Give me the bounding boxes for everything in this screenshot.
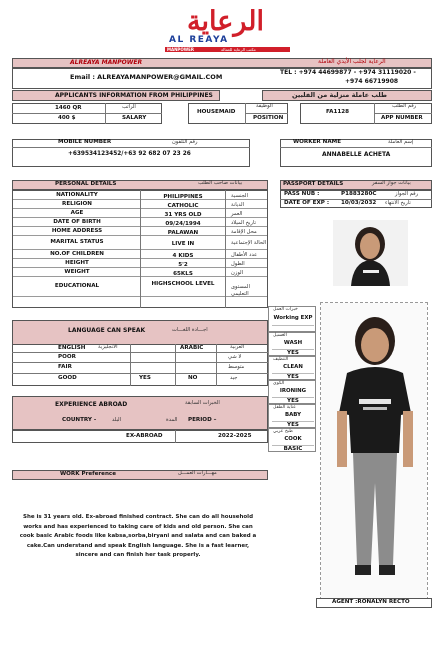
salary-usd: 400 $ <box>58 115 76 121</box>
logo-tag: MANPOWER <box>167 47 194 52</box>
language-title-arabic: اجـــادة اللغـــات <box>172 327 208 333</box>
skill-label-arabic: الكوي <box>273 381 285 386</box>
skill-label: BABY <box>285 412 301 418</box>
logo-arabic-text: الرعاية <box>187 6 264 37</box>
experience-title-arabic: الخبرات السابقة <box>185 400 220 406</box>
skill-label-arabic: طبخ عربي <box>273 429 293 434</box>
banner-arabic: طلب عاملة منزلية من الفلبين <box>292 91 387 99</box>
personal-row-label: NATIONALITY <box>56 191 98 198</box>
worker-name-label-arabic: إسم العاملة <box>388 139 414 145</box>
personal-row-value: HIGHSCHOOL LEVEL <box>151 281 215 287</box>
personal-row-label: AGE <box>70 209 84 216</box>
skill-label-arabic: عناية الطفل <box>273 405 296 410</box>
personal-row-value: 4 KIDS <box>172 252 194 259</box>
salary-label-arabic: الراتب <box>122 104 136 110</box>
skill-label: IRONING <box>279 388 307 394</box>
personal-row-label: HEIGHT <box>65 259 89 266</box>
personal-details-title-arabic: بيانات صاحب الطلب <box>198 180 243 186</box>
experience-period-label-arabic: المدة <box>166 417 178 423</box>
worker-name-label: WORKER NAME <box>293 139 342 145</box>
personal-row-label-arabic: محل الإقامة <box>231 228 257 235</box>
personal-row-value: 09/24/1994 <box>165 220 201 227</box>
position-label-arabic: الوظيفة <box>256 103 273 109</box>
personal-row-label-arabic: عدد الأطفال <box>231 251 258 258</box>
skill-label: Working EXP <box>273 315 313 321</box>
skill-label: CLEAN <box>283 364 303 370</box>
passport-number-label: PASS NUB : <box>284 191 320 197</box>
passport-number-value: P1883280C <box>341 191 377 197</box>
agency-logo <box>165 6 290 52</box>
personal-row-label-arabic: الديانة <box>231 201 244 208</box>
experience-country-label-arabic: البلد <box>112 417 122 423</box>
language-english-header-arabic: الانجليزية <box>98 344 118 350</box>
personal-row-label: RELIGION <box>62 200 92 207</box>
salary-label: SALARY <box>122 115 147 121</box>
agency-tel-2: +974 66719908 <box>345 78 399 85</box>
skill-row <box>268 306 316 332</box>
personal-row-label-arabic: تاريخ الميلاد <box>231 219 256 226</box>
work-preference-title: WORK Preference <box>60 471 117 477</box>
experience-period-value: 2022-2025 <box>218 433 252 439</box>
language-row-poor: POOR <box>58 354 76 360</box>
position-value: HOUSEMAID <box>197 109 236 115</box>
agent-name: AGENT :RONALYN RECTO <box>332 599 410 605</box>
experience-title: EXPERIENCE ABROAD <box>55 401 128 408</box>
app-number-value: FA1128 <box>326 109 350 115</box>
experience-country-value: EX-ABROAD <box>126 433 163 439</box>
language-row-fair-arabic: متوسط <box>228 364 245 370</box>
salary-qr: 1460 QR <box>55 105 82 111</box>
personal-row-label-arabic: المستوى التعليمي <box>231 284 250 297</box>
skills-panel <box>268 306 316 452</box>
language-good-arabic: NO <box>188 375 198 381</box>
agency-name: ALREAYA MANPOWER <box>70 59 143 66</box>
language-title: LANGUAGE CAN SPEAK <box>68 327 146 334</box>
personal-row-label-arabic: الطول <box>231 260 245 267</box>
skill-label: WASH <box>283 340 303 346</box>
personal-row-label-arabic: العمر <box>231 210 243 217</box>
skill-label: COOK <box>284 436 302 442</box>
logo-latin-text: AL REAYA <box>169 35 229 45</box>
personal-row-value: 31 YRS OLD <box>164 211 202 218</box>
personal-row-label: DATE OF BIRTH <box>53 218 101 225</box>
skill-label-arabic: التنظيف <box>273 357 289 362</box>
personal-row-label: WEIGHT <box>64 268 90 275</box>
personal-row-value: LIVE IN <box>171 241 195 247</box>
mobile-value: +639534123452/+63 92 682 07 23 26 <box>68 151 191 157</box>
mobile-label: MOBILE NUMBER <box>58 139 112 145</box>
full-body-photo <box>320 302 428 600</box>
experience-period-label: PERIOD – <box>188 417 217 423</box>
skill-value: YES <box>272 421 314 429</box>
personal-details-title: PERSONAL DETAILS <box>55 181 117 187</box>
personal-row-label: HOME ADDRESS <box>51 227 103 234</box>
personal-row-value: CATHOLIC <box>167 202 199 209</box>
agency-email: Email : ALREAYAMANPOWER@GMAIL.COM <box>70 73 223 81</box>
work-preference-header <box>12 470 268 480</box>
language-arabic-header: ARABIC <box>180 345 204 351</box>
skill-label-arabic: خبرات العمل <box>273 307 298 312</box>
work-preference-title-arabic: مهـــارات العمـــل <box>178 470 217 476</box>
language-good-english: YES <box>139 375 151 381</box>
applicant-header-text: APPLICANTS INFORMATION FROM PHILIPPINES <box>55 92 213 99</box>
skill-row <box>268 356 316 380</box>
personal-row-label-arabic: الوزن <box>231 269 244 276</box>
worker-name-value: ANNABELLE ACHETA <box>322 151 391 158</box>
passport-details-title-arabic: بيانات جواز السفر <box>372 180 411 186</box>
personal-row-label: NO.OF CHILDREN <box>50 250 104 257</box>
passport-expiry-label: DATE OF EXP : <box>284 200 330 206</box>
language-row-good: GOOD <box>58 375 77 381</box>
skill-value <box>272 325 314 327</box>
skill-row <box>268 332 316 356</box>
personal-row-value: PALAWAN <box>167 229 199 236</box>
skill-row <box>268 428 316 452</box>
personal-row-label: MARITAL STATUS <box>50 239 104 245</box>
passport-expiry-label-arabic: تاريخ الانتهاء <box>385 200 411 206</box>
language-row-fair: FAIR <box>58 364 72 370</box>
passport-details-title: PASSPORT DETAILS <box>283 181 344 187</box>
experience-section <box>12 396 268 430</box>
skill-row <box>268 380 316 404</box>
app-number-label: APP NUMBER <box>381 115 423 121</box>
personal-row-value: PHILIPPINES <box>163 193 203 200</box>
skill-value: BASIC <box>272 445 314 453</box>
skill-value: YES <box>272 373 314 381</box>
skill-row <box>268 404 316 428</box>
language-row-good-arabic: جيد <box>230 375 238 381</box>
agency-tel: TEL : +974 44699877 - +974 31119020 - <box>280 69 416 76</box>
app-number-label-arabic: رقم الطلب <box>392 103 417 109</box>
language-english-header: ENGLISH <box>58 345 86 351</box>
skill-label-arabic: الغسيل <box>273 333 287 338</box>
worker-description: She is 31 years old. Ex-abroad finished contract. She can do all household works and has experienced to taking care of kids and old person. She can cook basic Arabic foods like kabsa,sorba,biryani and salata and can baked a cake.Can understand and speak English language. She is a fast learner, sincere and can finish her task properly. <box>19 514 257 559</box>
personal-row-label-arabic: الجنسية <box>231 192 248 199</box>
skill-value: YES <box>272 349 314 357</box>
experience-country-label: COUNTRY - <box>62 417 97 423</box>
language-arabic-header-arabic: العربية <box>230 344 245 350</box>
passport-expiry-value: 10/03/2032 <box>341 200 377 206</box>
passport-number-label-arabic: رقم الجواز <box>395 191 419 197</box>
personal-row-label: EDUCATIONAL <box>54 283 100 289</box>
skill-value: YES <box>272 397 314 405</box>
personal-row-value: 5'2 <box>178 261 188 268</box>
personal-row-value: 65KLS <box>173 270 193 277</box>
mobile-label-arabic: رقم التلفون <box>172 139 198 145</box>
language-row-poor-arabic: لا شي <box>228 354 242 360</box>
position-label: POSITION <box>253 115 284 121</box>
personal-row-label-arabic: الحالة الإجتماعية <box>231 240 267 246</box>
agency-name-arabic: الرعاية لجلب الأيدي العاملة <box>318 58 386 65</box>
logo-tag-arabic: مكتب الرعاية للعمالة <box>221 47 256 52</box>
headshot-photo <box>333 220 408 286</box>
